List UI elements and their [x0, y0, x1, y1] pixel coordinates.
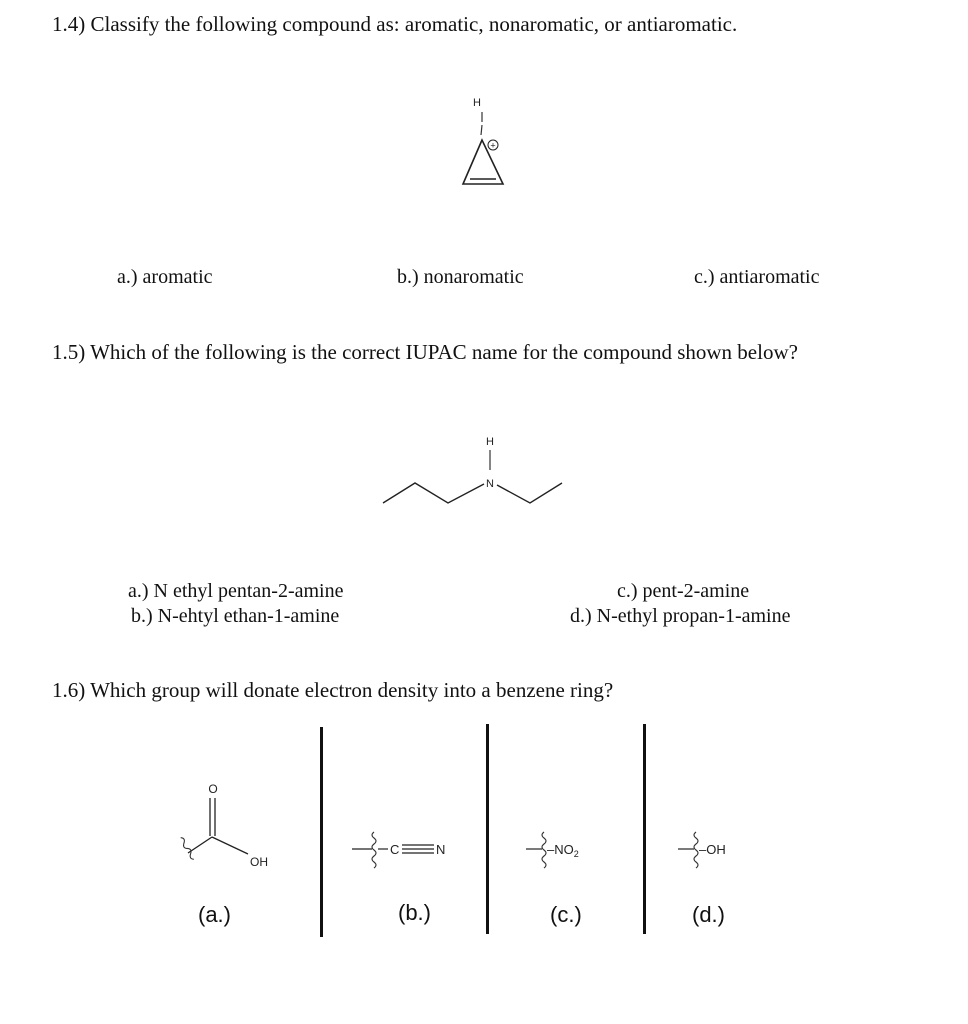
- divider-1: [320, 727, 323, 937]
- hydroxyl-structure: [676, 826, 756, 876]
- wavy-bond-icon: [542, 832, 546, 868]
- hydrogen-label: H: [486, 436, 494, 448]
- choice-label-c: (c.): [550, 902, 582, 927]
- hydrogen-label: H: [473, 97, 481, 109]
- svg-text:+: +: [490, 140, 496, 151]
- amine-skeletal-structure: [380, 430, 570, 510]
- cyclopropenyl-cation-structure: [455, 92, 525, 192]
- hydroxyl-label: –OH: [699, 842, 726, 857]
- choice-label-d: (d.): [692, 902, 725, 927]
- nitro-label: $-NO_2$: [547, 842, 579, 859]
- wavy-bond-icon: [175, 837, 200, 860]
- q15-option-d: d.) N-ethyl propan-1-amine: [570, 605, 791, 627]
- question-1-6-prompt: 1.6) Which group will donate electron density into a benzene ring?: [52, 678, 614, 702]
- divider-2: [486, 724, 489, 934]
- wavy-bond-icon: [372, 832, 376, 868]
- carbon-label: C: [390, 842, 400, 857]
- q14-option-c: c.) antiaromatic: [694, 266, 820, 288]
- carboxylic-acid-structure: [170, 780, 290, 875]
- oxygen-label: O: [208, 782, 218, 796]
- q14-option-a: a.) aromatic: [117, 266, 213, 288]
- question-1-5-prompt: 1.5) Which of the following is the correct IUPAC name for the compound shown below?: [52, 340, 798, 364]
- carbon-chain: [383, 483, 484, 503]
- nitrile-structure: [350, 826, 460, 876]
- q15-option-b: b.) N-ehtyl ethan-1-amine: [131, 605, 340, 627]
- divider-3: [643, 724, 646, 934]
- nitrogen-label: N: [436, 842, 446, 857]
- hydroxyl-label: OH: [250, 855, 268, 869]
- choice-label-a: (a.): [198, 902, 231, 927]
- q14-option-b: b.) nonaromatic: [397, 266, 524, 288]
- wavy-bond-icon: [694, 832, 698, 868]
- nitrogen-label: N: [486, 478, 494, 490]
- q15-option-c: c.) pent-2-amine: [617, 580, 750, 602]
- choice-label-b: (b.): [398, 900, 431, 925]
- nitro-structure: [524, 826, 614, 876]
- question-1-4-prompt: 1.4) Classify the following compound as: aromatic, nonaromatic, or antiaromatic.: [52, 12, 738, 36]
- q15-option-a: a.) N ethyl pentan-2-amine: [128, 580, 344, 602]
- cyclopropene-ring: [463, 140, 503, 184]
